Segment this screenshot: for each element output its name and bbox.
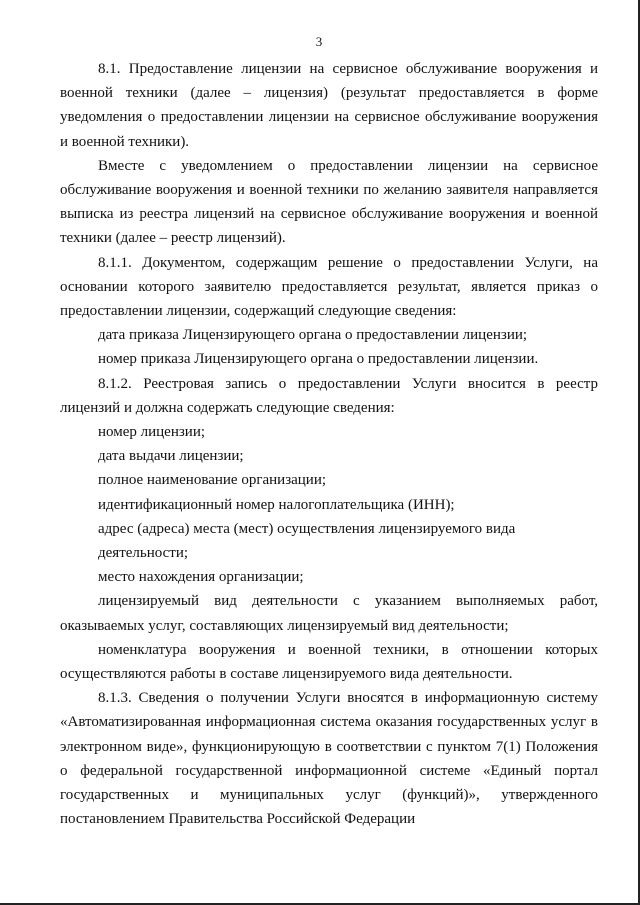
list-item: дата выдачи лицензии; xyxy=(98,448,244,465)
paragraph-8-1-2: 8.1.2. Реестровая запись о предоставлении Услуги вносится в реестр лицензий и должна содержать следующие сведения: xyxy=(60,375,598,416)
list-item: адрес (адреса) места (мест) осуществления лицензируемого вида деятельности; xyxy=(98,520,516,562)
paragraph-8-1: 8.1. Предоставление лицензии на сервисное обслуживание вооружения и военной техники (далее – лицензия) (результат предоставляется в форме уведомления о предоставлении лицензии на сервисное обслуживание вооружения и военной техники). xyxy=(60,61,598,150)
page-number: 3 xyxy=(315,34,323,49)
list-item: место нахождения организации; xyxy=(98,569,304,586)
paragraph-8-1-1: 8.1.1. Документом, содержащим решение о предоставлении Услуги, на основании которого заявителю предоставляется результат, является приказ о предоставлении лицензии, содержащий следующие сведения: xyxy=(60,254,598,320)
list-item: дата приказа Лицензирующего органа о предоставлении лицензии; xyxy=(98,327,528,344)
list-item: полное наименование организации; xyxy=(98,472,327,489)
list-item: номер лицензии; xyxy=(98,424,206,441)
list-item: лицензируемый вид деятельности с указанием выполняемых работ, оказываемых услуг, составляющих лицензируемый вид деятельности; xyxy=(60,593,598,634)
paragraph-8-1-3: 8.1.3. Сведения о получении Услуги вносятся в информационную систему «Автоматизированная информационная система оказания государственных услуг в электронном виде», функционирующую в соответствии с пунктом 7(1) Положения о федеральной государственной информационной системе «Единый портал государственных и муниципальных услуг (функций)», утвержденного постановлением Правительства Российской Федерации xyxy=(60,690,598,828)
document-body xyxy=(60,57,598,832)
list-item: идентификационный номер налогоплательщика (ИНН); xyxy=(98,496,455,513)
list-item: номер приказа Лицензирующего органа о предоставлении лицензии. xyxy=(98,351,539,368)
paragraph-extract-note: Вместе с уведомлением о предоставлении лицензии на сервисное обслуживание вооружения и военной техники по желанию заявителя направляется выписка из реестра лицензий на сервисное обслуживание вооружения и военной техники (далее – реестр лицензий). xyxy=(60,157,598,247)
list-item: номенклатура вооружения и военной техники, в отношении которых осуществляются работы в составе лицензируемого вида деятельности. xyxy=(60,641,598,683)
